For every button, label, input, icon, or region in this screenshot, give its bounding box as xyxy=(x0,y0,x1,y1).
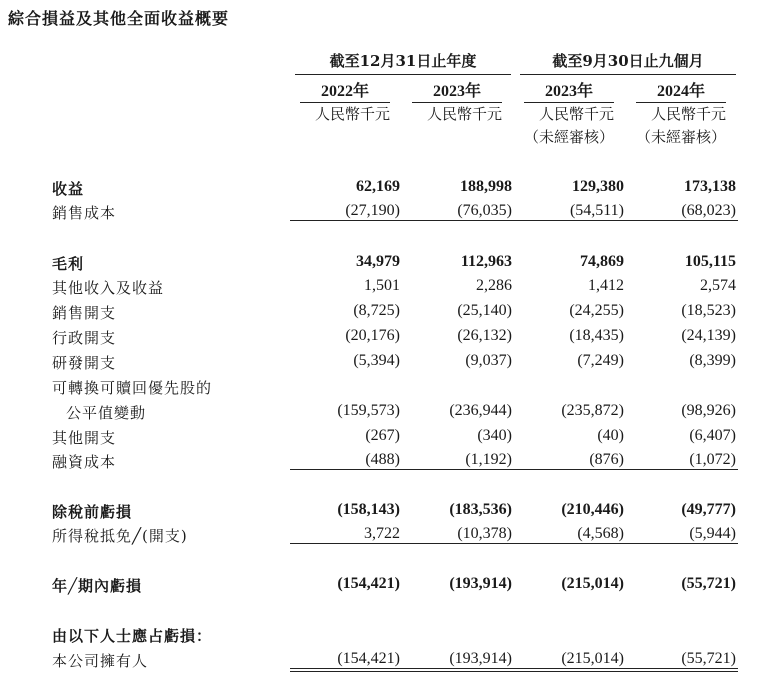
row-value: (55,721) xyxy=(681,575,736,592)
row-value: 188,998 xyxy=(460,178,512,195)
column-year: 2024年 xyxy=(636,78,726,103)
row-value: 105,115 xyxy=(684,253,736,270)
row-value: (25,140) xyxy=(457,302,512,319)
row-value: (24,139) xyxy=(681,327,736,344)
row-value: 129,380 xyxy=(572,178,624,195)
table-row-revenue xyxy=(0,178,762,203)
column-year: 2023年 xyxy=(524,78,614,103)
column-year: 2023年 xyxy=(412,78,502,103)
table-row-other-income xyxy=(0,277,762,302)
column-header-2 xyxy=(390,78,502,126)
row-value: (1,072) xyxy=(626,451,738,470)
row-value: (154,421) xyxy=(337,575,400,592)
row-value: 74,869 xyxy=(580,253,624,270)
table-row-rd-expenses xyxy=(0,352,762,377)
row-value: (154,421) xyxy=(290,650,402,672)
table-row-preferred-shares-label xyxy=(0,377,762,402)
group-header-nine-month: 截至9月30日止九個月 xyxy=(520,50,736,75)
row-value: (5,944) xyxy=(626,525,738,544)
table-row-selling-expenses xyxy=(0,302,762,327)
row-value: (210,446) xyxy=(561,501,624,518)
row-label: 本公司擁有人 xyxy=(52,652,149,670)
column-note: （未經審核） xyxy=(635,128,726,146)
row-label: 其他收入及收益 xyxy=(52,279,165,297)
row-value: 1,412 xyxy=(588,277,624,294)
column-unit: 人民幣千元 xyxy=(426,105,502,123)
row-value: (10,378) xyxy=(402,525,514,544)
row-value: (18,523) xyxy=(681,302,736,319)
table-row-fair-value-change xyxy=(0,402,762,427)
row-label: 可轉換可贖回優先股的 xyxy=(52,379,213,397)
row-label: 毛利 xyxy=(52,255,85,273)
row-value: (193,914) xyxy=(402,650,514,672)
column-header-3 xyxy=(502,78,614,149)
row-label: 銷售開支 xyxy=(52,304,117,322)
row-label: 其他開支 xyxy=(52,429,117,447)
row-value: (215,014) xyxy=(514,650,626,672)
row-value: (18,435) xyxy=(569,327,624,344)
table-row-loss-before-tax xyxy=(0,501,762,526)
row-label: 年╱期內虧損 xyxy=(52,577,143,595)
row-value: 34,979 xyxy=(356,253,400,270)
table-row-loss-for-period xyxy=(0,575,762,600)
row-value: (27,190) xyxy=(290,202,402,221)
row-value: (98,926) xyxy=(681,402,736,419)
row-value: (340) xyxy=(477,427,512,444)
row-value: (6,407) xyxy=(689,427,736,444)
page-title: 綜合損益及其他全面收益概要 xyxy=(8,9,230,28)
row-label: 銷售成本 xyxy=(52,204,117,222)
row-value: (876) xyxy=(514,451,626,470)
row-label: 融資成本 xyxy=(52,453,117,471)
row-value: (55,721) xyxy=(626,650,738,672)
row-label: 由以下人士應占虧損： xyxy=(52,627,213,645)
row-value: (26,132) xyxy=(457,327,512,344)
group-header-annual: 截至12月31日止年度 xyxy=(295,50,511,75)
table-row-other-expenses xyxy=(0,427,762,452)
row-label: 除稅前虧損 xyxy=(52,503,133,521)
column-header-4 xyxy=(614,78,726,149)
row-value: (68,023) xyxy=(626,202,738,221)
column-header-1 xyxy=(278,78,390,126)
row-value: (236,944) xyxy=(449,402,512,419)
row-value: 2,286 xyxy=(476,277,512,294)
row-label: 所得稅抵免╱(開支) xyxy=(52,527,188,545)
column-year: 2022年 xyxy=(300,78,390,103)
row-value: (9,037) xyxy=(465,352,512,369)
row-value: (76,035) xyxy=(402,202,514,221)
row-value: (215,014) xyxy=(561,575,624,592)
row-value: (7,249) xyxy=(577,352,624,369)
row-value: (24,255) xyxy=(569,302,624,319)
column-note: （未經審核） xyxy=(523,128,614,146)
row-value: (4,568) xyxy=(514,525,626,544)
row-value: (193,914) xyxy=(449,575,512,592)
table-row-attributable-header xyxy=(0,625,762,650)
table-row-owners-of-company xyxy=(0,650,762,675)
row-value: (1,192) xyxy=(402,451,514,470)
row-label: 公平值變動 xyxy=(66,404,147,422)
column-unit: 人民幣千元 xyxy=(650,105,726,123)
row-label: 收益 xyxy=(52,180,85,198)
column-unit: 人民幣千元 xyxy=(538,105,614,123)
row-value: (49,777) xyxy=(681,501,736,518)
row-value: (183,536) xyxy=(449,501,512,518)
row-value: 2,574 xyxy=(700,277,736,294)
column-unit: 人民幣千元 xyxy=(314,105,390,123)
row-value: (5,394) xyxy=(353,352,400,369)
table-row-finance-costs xyxy=(0,451,762,476)
row-value: 3,722 xyxy=(290,525,402,544)
row-label: 研發開支 xyxy=(52,354,117,372)
row-value: 173,138 xyxy=(684,178,736,195)
row-value: 62,169 xyxy=(356,178,400,195)
table-row-cost-of-sales xyxy=(0,202,762,227)
row-value: (8,725) xyxy=(353,302,400,319)
table-row-income-tax xyxy=(0,525,762,550)
row-value: (54,511) xyxy=(514,202,626,221)
row-value: (20,176) xyxy=(345,327,400,344)
row-value: (8,399) xyxy=(689,352,736,369)
row-value: (488) xyxy=(290,451,402,470)
row-value: (267) xyxy=(365,427,400,444)
row-value: 112,963 xyxy=(460,253,512,270)
table-row-admin-expenses xyxy=(0,327,762,352)
table-row-gross-profit xyxy=(0,253,762,278)
row-label: 行政開支 xyxy=(52,329,117,347)
row-value: (158,143) xyxy=(337,501,400,518)
row-value: (235,872) xyxy=(561,402,624,419)
row-value: (40) xyxy=(597,427,624,444)
row-value: (159,573) xyxy=(337,402,400,419)
row-value: 1,501 xyxy=(364,277,400,294)
